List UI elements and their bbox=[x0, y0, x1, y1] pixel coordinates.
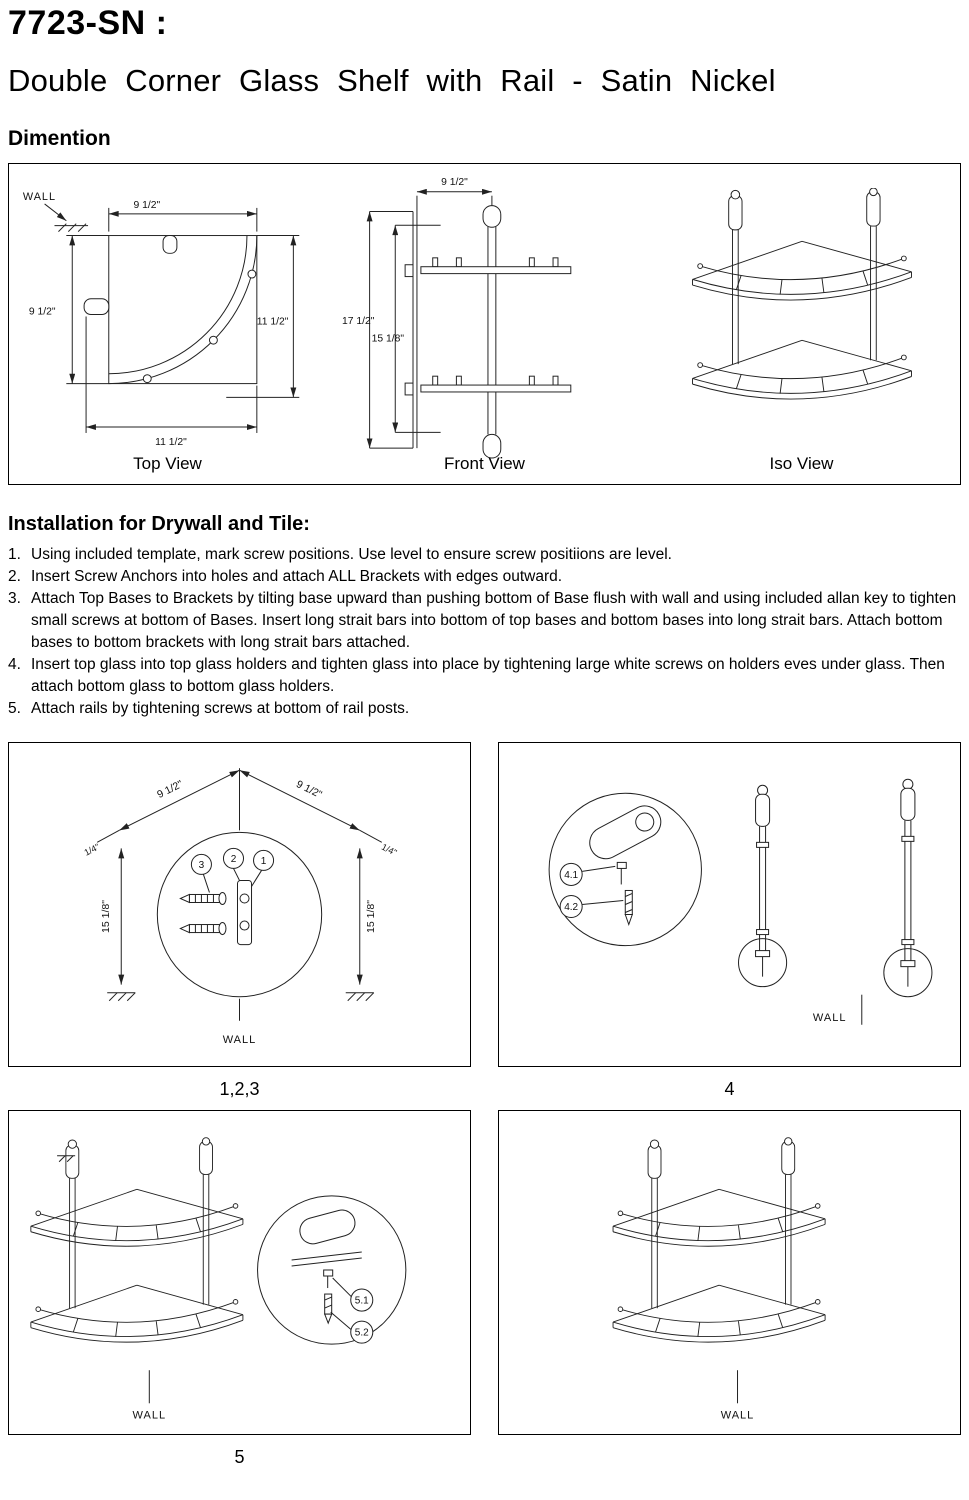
dim-width-left: 9 1/2" bbox=[155, 778, 185, 801]
installation-heading: Installation for Drywall and Tile: bbox=[8, 513, 310, 535]
front-view-drawing bbox=[342, 174, 628, 462]
figure-4-caption: 4 bbox=[724, 1079, 735, 1099]
ext-line bbox=[360, 830, 382, 842]
dimension-drawings-box bbox=[8, 163, 961, 485]
dim-right-height: 11 1/2" bbox=[256, 316, 288, 328]
step-text: Attach Top Bases to Brackets by tilting base upward than pushing bottom of Base flush with wall and using included allan key to tighten small screws at bottom of Bases. Insert long strait bars into bottom of top bases and bottom bases into long strait bars. Attach bottom bases to bottom brackets with long strait bars attached. bbox=[31, 590, 957, 651]
dim-inner-height: 15 1/8" bbox=[371, 333, 404, 345]
callout-2: 2 bbox=[230, 853, 237, 865]
step-text: Using included template, mark screw positions. Use level to ensure screw positiions are level. bbox=[31, 546, 672, 563]
top-view-cell bbox=[9, 164, 326, 484]
step-text: Attach rails by tightening screws at bottom of rail posts. bbox=[31, 700, 410, 717]
install-step-3 bbox=[8, 588, 961, 654]
callout-3: 3 bbox=[198, 859, 205, 871]
dim-left-depth: 9 1/2" bbox=[28, 306, 56, 318]
rail-post bbox=[456, 258, 461, 267]
screw-anchor-bottom bbox=[180, 923, 226, 935]
figure-5-caption: 5 bbox=[234, 1447, 245, 1467]
bar-assembly-left bbox=[739, 785, 787, 986]
bottom-glass-shelf bbox=[420, 385, 570, 392]
rail-post bbox=[553, 258, 558, 267]
iso-view-cell bbox=[643, 164, 960, 484]
step-text: Insert top glass into top glass holders and tighten glass into place by tightening large white screws on holders eves under glass. Then attach bottom glass to bottom glass holders. bbox=[31, 656, 945, 695]
iso-view-drawing bbox=[678, 188, 926, 426]
screw-anchor-top bbox=[180, 892, 226, 904]
rail-post bbox=[456, 376, 461, 385]
assembled-shelf-diagram bbox=[499, 1111, 960, 1434]
step-number: 2. bbox=[8, 568, 21, 585]
wall-bracket-tab-left bbox=[84, 299, 109, 315]
model-number: 7723-SN : bbox=[8, 4, 168, 42]
front-view-caption: Front View bbox=[444, 454, 525, 473]
bar-assembly-right bbox=[884, 779, 932, 996]
install-step-5 bbox=[8, 698, 961, 720]
figure-4-box bbox=[498, 742, 961, 1067]
glass-holder-part bbox=[297, 1207, 358, 1247]
front-view-cell bbox=[326, 164, 643, 484]
rail-post bbox=[432, 258, 437, 267]
dim-bottom-width: 11 1/2" bbox=[154, 436, 187, 448]
leader-line bbox=[252, 870, 262, 886]
leader-line bbox=[333, 1278, 352, 1297]
wall-bracket bbox=[405, 265, 413, 277]
top-glass-shelf bbox=[420, 267, 570, 274]
dim-front-top-width: 9 1/2" bbox=[440, 176, 468, 188]
dim-height-left: 15 1/8" bbox=[100, 900, 113, 934]
figure-captions-row-2 bbox=[8, 1435, 961, 1468]
rail-post bbox=[553, 376, 558, 385]
double-corner-shelf-iso bbox=[692, 188, 911, 399]
ext-line bbox=[97, 830, 119, 842]
installation-steps bbox=[8, 544, 961, 720]
dim-overall-height: 17 1/2" bbox=[341, 315, 374, 327]
step-number: 4. bbox=[8, 656, 21, 673]
callout-41: 4.1 bbox=[564, 869, 579, 881]
anchor-pin bbox=[325, 1294, 332, 1323]
step-number: 1. bbox=[8, 546, 21, 563]
rail-post bbox=[432, 376, 437, 385]
glass-bounding-square bbox=[108, 236, 256, 384]
leader-line bbox=[203, 874, 209, 892]
figure-row-2 bbox=[8, 1110, 961, 1435]
dim-height-right: 15 1/8" bbox=[364, 900, 377, 934]
callout-42: 4.2 bbox=[564, 902, 579, 914]
product-title: Double Corner Glass Shelf with Rail - Satin Nickel bbox=[8, 63, 776, 98]
wall-label: WALL bbox=[222, 1033, 257, 1046]
callout-1: 1 bbox=[260, 855, 267, 867]
figure-final-box bbox=[498, 1110, 961, 1435]
wall-label: WALL bbox=[132, 1409, 167, 1422]
glass-install-diagram bbox=[9, 1111, 470, 1434]
install-step-2 bbox=[8, 566, 961, 588]
wall-hatch-right bbox=[346, 993, 374, 1001]
step-text: Insert Screw Anchors into holes and attach ALL Brackets with edges outward. bbox=[31, 568, 563, 585]
leader-line bbox=[582, 866, 615, 871]
figure-5-box bbox=[8, 1110, 471, 1435]
holder-screw bbox=[324, 1270, 333, 1288]
callout-51: 5.1 bbox=[354, 1295, 369, 1307]
leader-line bbox=[331, 1312, 352, 1330]
top-base-part bbox=[584, 800, 666, 864]
dim-offset-right: 1/4" bbox=[379, 841, 399, 858]
figure-123-box bbox=[8, 742, 471, 1067]
top-view-wall-label: WALL bbox=[22, 191, 56, 204]
rail-post-mark bbox=[143, 375, 151, 383]
step-number: 3. bbox=[8, 590, 21, 607]
dim-width-right: 9 1/2" bbox=[294, 778, 324, 801]
wall-bracket-tab-top bbox=[163, 236, 177, 254]
bracket-plate bbox=[237, 880, 251, 944]
figure-captions-row-1 bbox=[8, 1067, 961, 1100]
anchor-pin bbox=[625, 890, 632, 924]
double-corner-shelf-iso bbox=[613, 1138, 825, 1342]
wall-label: WALL bbox=[720, 1409, 755, 1422]
figure-row-1 bbox=[8, 742, 961, 1067]
leader-line bbox=[233, 868, 239, 880]
top-view-drawing bbox=[15, 174, 321, 456]
rail-post-mark bbox=[209, 336, 217, 344]
figure-final-caption bbox=[498, 1447, 961, 1468]
dim-offset-left: 1/4" bbox=[82, 841, 102, 858]
header bbox=[8, 0, 961, 99]
iso-view-caption: Iso View bbox=[769, 454, 834, 473]
leader-line bbox=[582, 900, 623, 904]
glass-inner-arc bbox=[108, 236, 246, 374]
wall-hatch bbox=[54, 224, 88, 232]
wall-label: WALL bbox=[812, 1011, 847, 1024]
figure-123-caption: 1,2,3 bbox=[219, 1079, 260, 1099]
top-view-caption: Top View bbox=[133, 454, 202, 473]
bases-bars-diagram bbox=[499, 743, 960, 1066]
rail-post-mark bbox=[247, 270, 255, 278]
step-number: 5. bbox=[8, 700, 21, 717]
rail-post bbox=[529, 258, 534, 267]
rail-post bbox=[529, 376, 534, 385]
glass-front-arc bbox=[108, 236, 256, 384]
callout-52: 5.2 bbox=[354, 1327, 369, 1339]
set-screw bbox=[617, 862, 626, 884]
pole-top-cap bbox=[483, 206, 501, 228]
dimension-heading: Dimention bbox=[8, 127, 111, 150]
template-diagram bbox=[9, 743, 470, 1066]
wall-bracket bbox=[405, 383, 413, 395]
double-corner-shelf-iso bbox=[31, 1138, 243, 1342]
install-step-1 bbox=[8, 544, 961, 566]
install-step-4 bbox=[8, 654, 961, 698]
wall-hatch-left bbox=[107, 993, 135, 1001]
wall-leader-line bbox=[44, 204, 66, 221]
dim-top-width: 9 1/2" bbox=[132, 199, 160, 211]
